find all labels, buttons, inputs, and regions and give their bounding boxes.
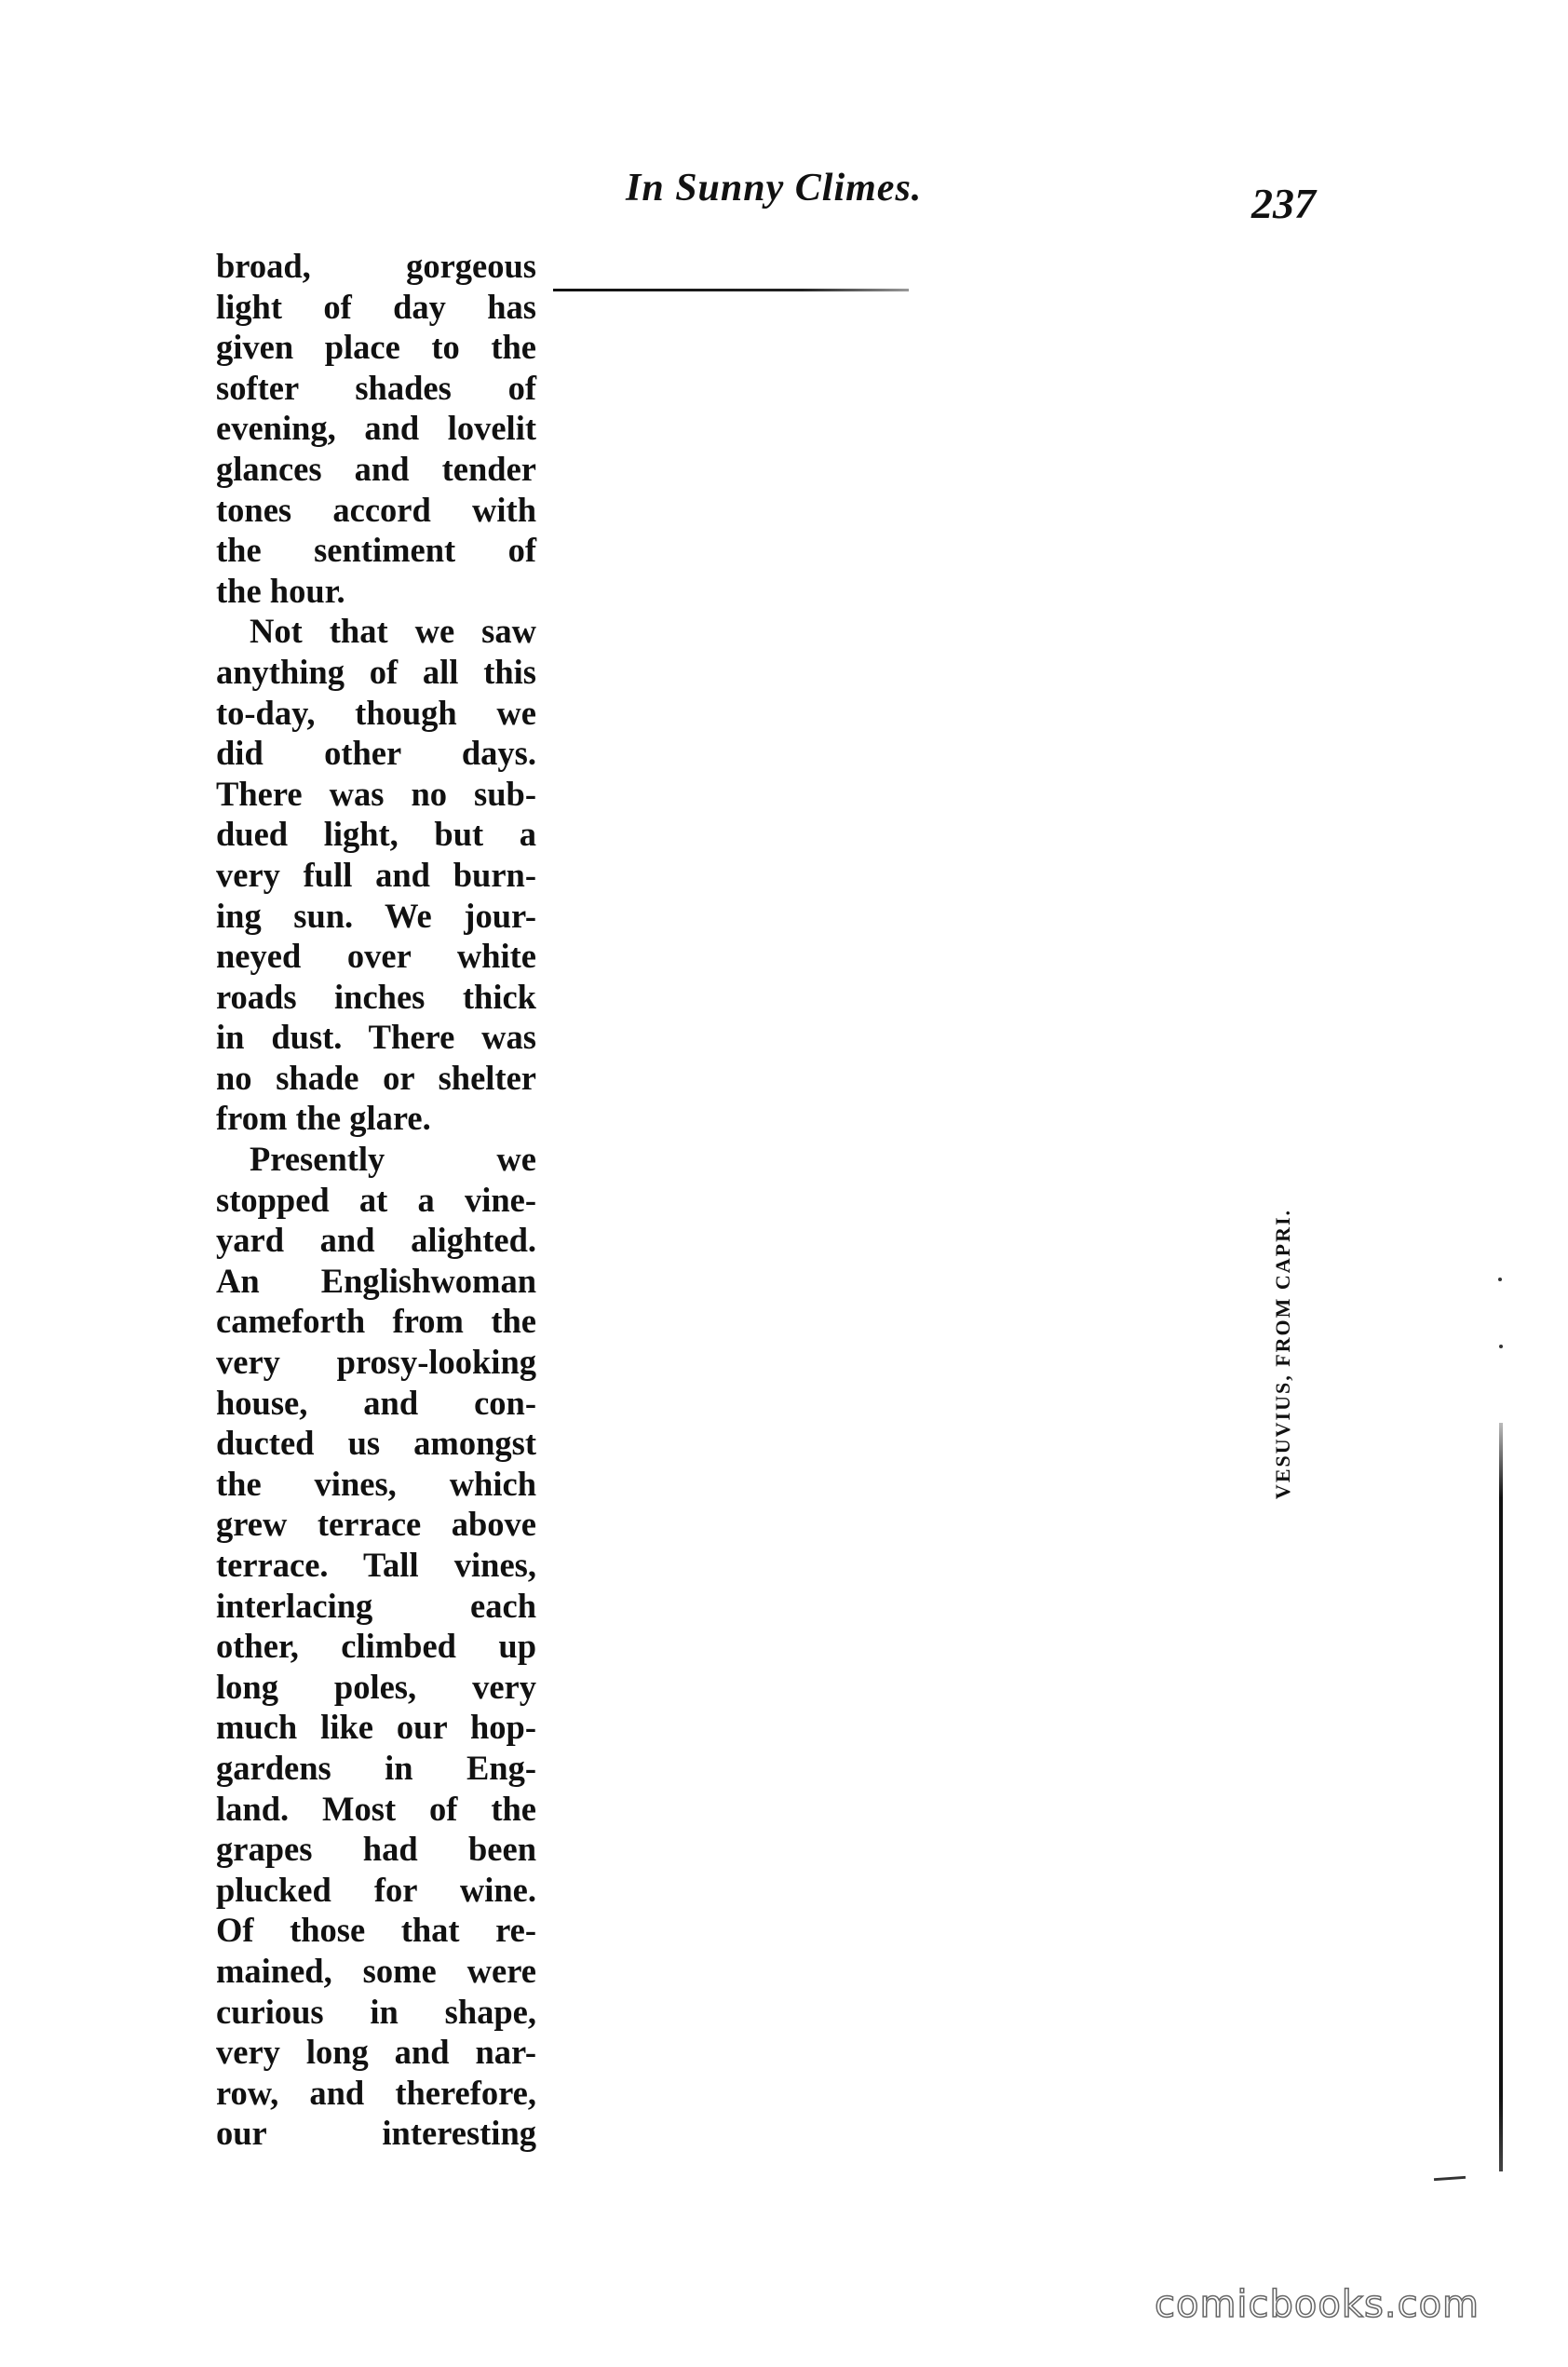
text-line: land. Most of the (216, 1789, 536, 1828)
text-line: Presently we (250, 1140, 536, 1179)
watermark: comicbooks.com (1155, 2283, 1480, 2326)
text-line: the hour. (216, 571, 345, 610)
text-line: did other days. (216, 734, 536, 773)
text-line: broad, gorgeous (216, 247, 536, 285)
plate-caption-text: VESUVIUS, FROM CAPRI. (1271, 1208, 1294, 1500)
text-line: from the glare. (216, 1099, 431, 1138)
text-line: very prosy-looking (216, 1343, 536, 1382)
text-line: An Englishwoman (216, 1261, 536, 1300)
text-line: other, climbed up (216, 1627, 536, 1666)
text-line: softer shades of (216, 368, 536, 407)
text-line: terrace. Tall vines, (216, 1546, 536, 1584)
text-line: much like our hop- (216, 1708, 536, 1747)
text-line: the vines, which (216, 1464, 536, 1503)
text-line: evening, and lovelit (216, 409, 536, 448)
plate-edge-mark (1498, 1278, 1502, 1281)
running-title: In Sunny Climes. (626, 167, 923, 210)
text-line: the sentiment of (216, 531, 536, 570)
text-line: gardens in Eng- (216, 1748, 536, 1787)
text-line: ducted us amongst (216, 1424, 536, 1463)
text-line: house, and con- (216, 1383, 536, 1422)
text-line: glances and tender (216, 449, 536, 488)
text-line: row, and therefore, (216, 2073, 536, 2112)
plate-edge-mark (1499, 1345, 1503, 1348)
text-line: very full and burn- (216, 855, 536, 894)
text-line: light of day has (216, 287, 536, 326)
text-line: our interesting (216, 2114, 536, 2153)
text-line: no shade or shelter (216, 1058, 536, 1097)
text-line: tones accord with (216, 490, 536, 529)
text-line: plucked for wine. (216, 1870, 536, 1909)
text-line: roads inches thick (216, 977, 536, 1016)
plate-corner-mark (1434, 2176, 1466, 2181)
text-line: Not that we saw (250, 612, 536, 651)
plate-right-edge (1499, 1423, 1503, 2171)
text-line: long poles, very (216, 1667, 536, 1706)
body-text-column (216, 246, 536, 2154)
text-line: grapes had been (216, 1830, 536, 1869)
text-line: interlacing each (216, 1586, 536, 1625)
text-line: given place to the (216, 328, 536, 367)
text-line: in dust. There was (216, 1018, 536, 1057)
text-line: neyed over white (216, 937, 536, 976)
text-line: mained, some were (216, 1951, 536, 1990)
text-line: cameforth from the (216, 1302, 536, 1341)
text-line: dued light, but a (216, 815, 536, 854)
plate-top-rule (553, 289, 909, 291)
text-line: stopped at a vine- (216, 1180, 536, 1219)
text-line: There was no sub- (216, 774, 536, 813)
text-line: very long and nar- (216, 2033, 536, 2072)
text-line: Of those that re- (216, 1911, 536, 1950)
text-line: ing sun. We jour- (216, 896, 536, 935)
text-line: curious in shape, (216, 1992, 536, 2031)
text-line: yard and alighted. (216, 1221, 536, 1260)
text-line: to-day, though we (216, 693, 536, 732)
text-line: grew terrace above (216, 1505, 536, 1544)
page-number: 237 (1251, 180, 1316, 227)
text-line: anything of all this (216, 652, 536, 691)
